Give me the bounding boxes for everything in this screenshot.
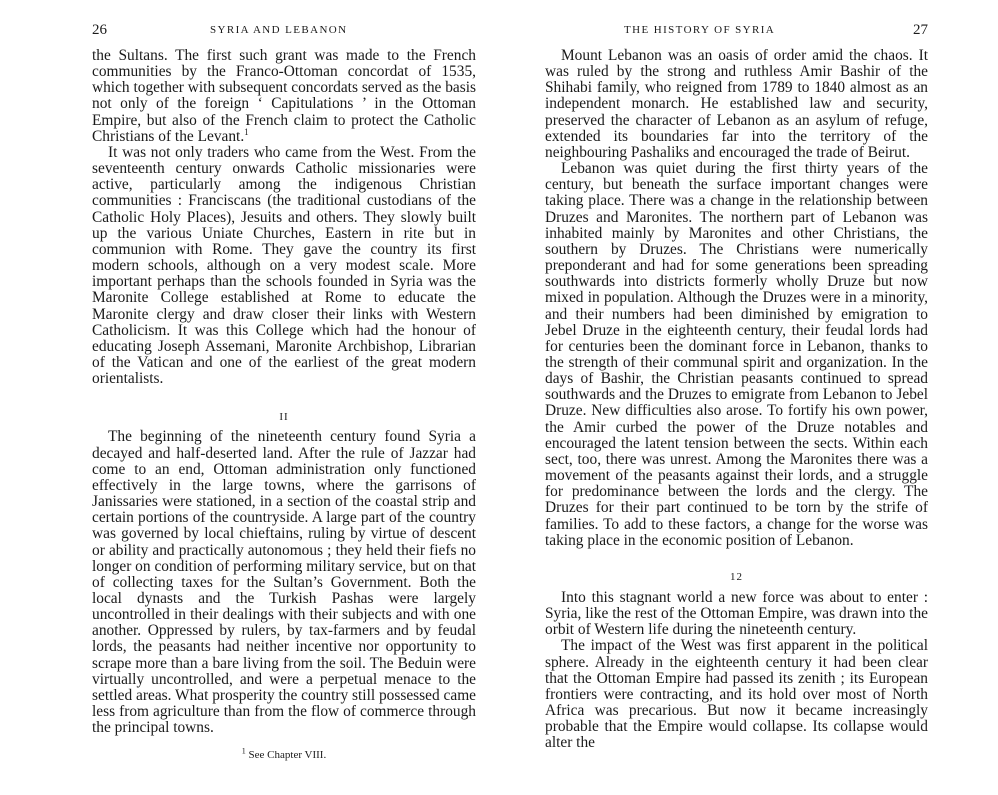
footnote-marker: 1 (241, 746, 246, 756)
section-number: 12 (730, 570, 743, 583)
paragraph: The impact of the West was first apparent in the political sphere. Already in the eighteenth century it had been clear that the Ottoman Empire had passed its zenith ; its European frontiers were contracting, and its hold over most of North Africa was precarious. But now it became increasingly probable that the Empire would collapse. Its collapse would alter the (545, 637, 928, 752)
section-number: II (279, 411, 289, 424)
right-page (545, 0, 928, 795)
paragraph: The beginning of the nineteenth century found Syria a decayed and half-deserted land. After the rule of Jazzar had come to an end, Ottoman administration only functioned effectively in the large towns, where the garrisons of Janissaries were stationed, in a section of the coastal strip and certain portions of the countryside. A large part of the country was governed by local chieftains, ruling by virtue of descent or ability and practically autonomous ; they held their fiefs no longer on condition of performing military service, but on that of collecting taxes for the Sultan’s Government. Both the local dynasts and the Turkish Pashas were largely uncontrolled in their dealings with their subjects and with one another. Oppressed by rulers, by tax-farmers and by feudal lords, the peasants had neither incentive nor opportunity to scrape more than a bare living from the soil. The Beduin were virtually uncontrolled, and were a perpetual menace to the settled areas. What prosperity the country still possessed came less from agriculture than from the flow of commerce through the principal towns. (92, 428, 476, 737)
paragraph: It was not only traders who came from the West. From the seventeenth century onwards Catholic missionaries were active, particularly among the indigenous Christian communities : Franciscans (the traditional custodians of the Catholic Holy Places), Jesuits and others. They slowly built up the various Uniate Churches, Eastern in rite but in communion with Rome. They gave the country its first modern schools, although on a very modest scale. More important perhaps than the schools founded in Syria was the Maronite College established at Rome to educate the Maronite clergy and draw closer their links with Western Catholicism. It was this College which had the honour of educating Joseph Assemani, Maronite Archbishop, Librarian of the Vatican and one of the earliest of the great modern orientalists. (92, 143, 476, 388)
right-page-header (545, 22, 928, 44)
page-number: 27 (913, 22, 928, 38)
footnote-marker: 1 (244, 126, 249, 137)
left-page-header (92, 22, 476, 44)
paragraph: Mount Lebanon was an oasis of order amid the chaos. It was ruled by the strong and ruthless Amir Bashir of the Shihabi family, who reigned from 1789 to 1840 almost as an independent monarch. He established law and security, preserved the character of Lebanon as an asylum of refuge, extended its boundaries far into the territory of the neighbouring Pashaliks and encouraged the trade of Beirut. (545, 47, 928, 161)
page-number: 26 (92, 22, 107, 38)
footnote-text: See Chapter VIII. (248, 749, 327, 762)
running-head: SYRIA AND LEBANON (210, 24, 348, 36)
running-head: THE HISTORY OF SYRIA (624, 24, 776, 36)
footnote (92, 747, 476, 763)
paragraph: the Sultans. The first such grant was made to the French communities by the Franco-Ottoman concordat of 1535, which together with subsequent concordats served as the basis not only of the foreign ‘ Capitulations ’ in the Ottoman Empire, but also of the French claim to protect the Catholic Christians of the Levant.$^1$ (92, 47, 476, 145)
paragraph: Into this stagnant world a new force was about to enter : Syria, like the rest of the Ottoman Empire, was drawn into the orbit of Western life during the nineteenth century. (545, 589, 928, 639)
left-page (92, 0, 476, 795)
left-page-body (92, 48, 476, 764)
paragraph: Lebanon was quiet during the first thirty years of the century, but beneath the surface important changes were taking place. There was a change in the relationship between Druzes and Maronites. The northern part of Lebanon was inhabited mainly by Maronites and other Christians, the southern by Druzes. The Christians were numerically preponderant and had for some generations been spreading southwards into districts formerly wholly Druze but now mixed in population. Although the Druzes were in a minority, and their numbers had been diminished by emigration to Jebel Druze in the eighteenth century, their feudal lords had for centuries been the dominant force in Lebanon, thanks to the strength of their communal spirit and organization. In the days of Bashir, the Christian peasants continued to spread southwards and the Druzes to emigrate from Lebanon to Jebel Druze. New difficulties also arose. To fortify his own power, the Amir curbed the power of the Druze notables and encouraged the latent tension between the sects. Within each sect, too, there was unrest. Among the Maronites there was a movement of the peasants against their lords, and a struggle for predominance between the lords and the clergy. The Druzes for their part continued to be torn by the strife of families. To add to these factors, a change for the worse was taking place in the economic position of Lebanon. (545, 160, 928, 549)
right-page-body (545, 48, 928, 752)
